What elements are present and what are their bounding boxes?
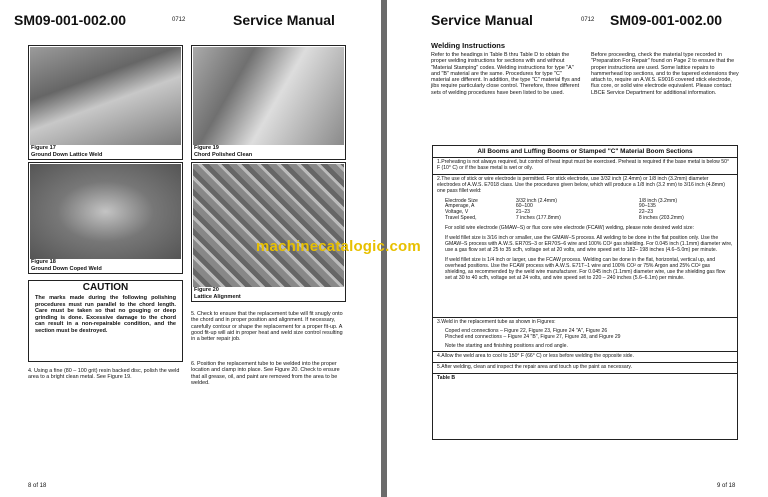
- doc-number: SM09-001-002.00: [610, 12, 723, 28]
- figure-18: [28, 162, 183, 274]
- table-title: All Booms and Luffing Booms or Stamped "C" Material Boom Sections: [433, 146, 737, 158]
- page-number: 8 of 18: [28, 483, 47, 489]
- caution-body: The marks made during the following polishing procedures must run parallel to the chord length. Care must be taken so that no gouging or deep grinding is done. Excessive damage to the chord can result in a non-repairable condition, and the section must be destroyed.: [35, 295, 176, 334]
- table-row-2: [433, 175, 737, 318]
- spec-labels: Electrode Size Amperage, A Voltage, V Travel Speed,: [445, 197, 478, 222]
- table-row-3: [433, 318, 737, 353]
- figure-20: [191, 162, 346, 302]
- doc-number: SM09-001-002.00: [14, 12, 127, 28]
- step-6: 6. Position the replacement tube to be welded into the proper location and clamp into place. See Figure 20. Check to ensure that all grease, oil, and paint are removed from the area to be welded.: [191, 361, 340, 386]
- spec-values-1-8: 1/8 inch (3.2mm) 90–135 22–23 8 inches (203.2mm): [638, 197, 684, 222]
- figure-18-caption: Figure 18 Ground Down Coped Weld: [31, 259, 102, 272]
- page-number: 9 of 18: [717, 483, 736, 489]
- step-5: 5. Check to ensure that the replacement tube will fit snugly onto the chord and in proper position and alignment. If necessary, carefully contour or shape the replacement for a proper fit-up. A good fit-up will aid in proper heat and weld size control resulting in a better repair job.: [191, 311, 343, 343]
- row-2-gmaw: If weld fillet size is 3/16 inch or smaller, use the GMAW–S process. All welding to be done in the flat position only. Use the GMAW–S process with A.W.S. ER70S–3 or ER70S–6 wire and 100% CO² gas shielding. For 0.045 inch (1.1mm) diameter wire, use a gas flow set at 25 to 35 scfh, voltage set at 20 volts, and wire speed set to 182– 198 inches (4.6–5.0m) per minute.: [445, 235, 733, 253]
- table-row-1: 1.Preheating is not always required, but control of heat input must be exercised. Preheat is required if the base metal is below 50° F (10° C) or if the base metal is wet or oily.: [433, 158, 737, 175]
- manual-title: Service Manual: [233, 12, 335, 28]
- caution-box: [28, 280, 183, 362]
- figure-20-caption: Figure 20 Lattice Alignment: [194, 287, 241, 300]
- row-3-text: 3.Weld in the replacement tube as shown in Figures:: [437, 318, 556, 325]
- manual-title: Service Manual: [431, 12, 533, 28]
- date: 0712: [172, 17, 186, 23]
- figure-17-caption: Figure 17 Ground Down Lattice Weld: [31, 145, 103, 158]
- figure-19-caption: Figure 19 Chord Polished Clean: [194, 145, 253, 158]
- row-3-figures: Coped end connections – Figure 22, Figure 23, Figure 24 "A", Figure 26 Pinched end connections – Figure 24 "B", Figure 27, Figure 28, and Figure 29: [445, 327, 621, 340]
- row-2-text: 2.The use of stick or wire electrode is permitted. For stick electrode, use 3/32 inch (2.4mm) or 1/8 inch (3.2mm) diameter electrodes of A.W.S. E7018 class. Use the procedures given below, which will produce a 1/8 inch (3.2 mm) to 3/16 inch (4.8mm) one pass fillet weld:: [437, 175, 725, 194]
- intro-paragraph-1: Refer to the headings in Table B thru Table D to obtain the proper welding instructions for sections with and without "Material Stamping" codes. Welding instructions for type "A" and "B" material are the same. Procedures for type "C" material are different. In addition, the type "C" material flys and jibs require particularly close control. Therefore, three different sets of welding procedures have been listed to be used.: [431, 52, 581, 96]
- table-row-5: 5.After welding, clean and inspect the repair area and touch up the paint as necessary.: [433, 363, 737, 374]
- spec-values-3-32: 3/32 inch (2.4mm) 60–100 21–23 7 inches (177.8mm): [515, 197, 561, 222]
- row-3-note: Note the starting and finishing positions and rod angle.: [445, 342, 568, 349]
- figure-19: [191, 45, 346, 160]
- intro-paragraph-2: Before proceeding, check the material type recorded in "Preparation For Repair" found on Page 2 to ensure that the proper instructions are used. Some lattice repairs to hammerhead top sections, and to the tapered extensions they attach to, require an A.W.S. E9016 covered stick electrode, flux core, or solid wire electrode equivalent. Please contact LBCE Service Department for additional information.: [591, 52, 739, 96]
- caution-title: CAUTION: [82, 282, 129, 293]
- step-4: 4. Using a fine (80 – 100 grit) resin backed disc, polish the weld area to a bright clean metal. See Figure 19.: [28, 368, 180, 381]
- table-b: [432, 145, 738, 440]
- right-page: [387, 0, 768, 497]
- table-row-4: 4.Allow the weld area to cool to 150° F (66° C) or less before welding the opposite side.: [433, 352, 737, 363]
- figure-17: [28, 45, 183, 160]
- watermark: machinecatalogic.com: [256, 238, 421, 255]
- date: 0712: [581, 17, 595, 23]
- row-2-wire-note: For solid wire electrode (GMAW–S) or flux core wire electrode (FCAW) welding, please note desired weld size:: [445, 225, 695, 232]
- section-heading: Welding Instructions: [431, 41, 506, 50]
- row-2-fcaw: If weld fillet size is 1/4 inch or larger, use the FCAW process. Welding can be done in the flat, horizontal, vertical up, and overhead positions. Use the FCAW process with A.W.S. E71T–1 wire and 100% CO² or 75% Argon and 25% CO² gas shielding, as recommended by the weld wire manufacturer. For 0.045 inch (1.1mm) diameter wire, use the shielding gas flow set at 30 to 40 scfh, voltage set at 24 volts, and wire speed set to 220 – 240 inches (5.6–6.1m) per minute.: [445, 256, 726, 281]
- table-label: Table B: [437, 375, 456, 382]
